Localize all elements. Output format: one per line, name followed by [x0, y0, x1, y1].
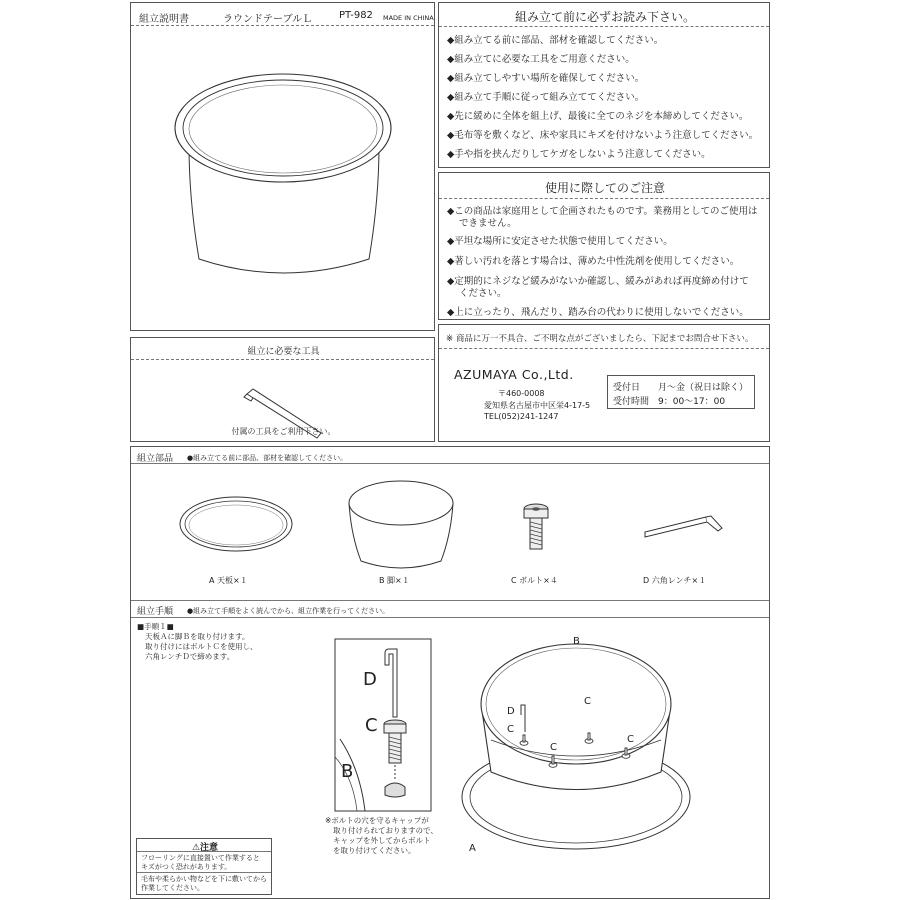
part-b-label: B 脚×１ [379, 576, 410, 585]
bolt-detail-inset [335, 639, 435, 819]
assembly-label-d: D [507, 706, 515, 717]
cap-note-line: を取り付けてください。 [333, 846, 416, 855]
hours-value: 9：00～17：00 [658, 397, 726, 407]
step-line: 取り付けにはボルトＣを使用し、 [145, 642, 258, 651]
caution-title: ⚠注意 [191, 843, 219, 853]
usage-item: ◆上に立ったり、飛んだり、踏み台の代わりに使用しないでください。 [447, 307, 749, 318]
part-c-bolt-image [516, 502, 556, 562]
read-before-item: ◆組み立てしやすい場所を確保してください。 [447, 73, 645, 84]
caution-divider-2 [137, 872, 271, 873]
part-a-label: A 天板×１ [209, 576, 248, 585]
read-before-item: ◆組み立てに必要な工具をご用意ください。 [447, 54, 635, 65]
step-title: ■手順１■ [137, 622, 174, 631]
hex-wrench-icon [131, 362, 436, 422]
procedure-top-divider [131, 600, 769, 601]
part-b-leg-image [341, 477, 461, 577]
usage-item: ◆平坦な場所に安定させた状態で使用してください。 [447, 236, 673, 247]
read-before-item: ◆組み立て手順に従って組み立ててください。 [447, 92, 645, 103]
cap-note-line: 取り付けられておりますので、 [333, 826, 438, 835]
caution-divider [137, 851, 271, 852]
contact-divider [439, 348, 769, 349]
product-panel [130, 2, 435, 331]
hours-label: 受付時間 [613, 397, 650, 407]
caution-line: 毛布や柔らかい物などを下に敷いてから [141, 875, 267, 883]
tools-title: 組立に必要な工具 [247, 347, 320, 357]
company-tel: TEL(052)241-1247 [484, 412, 559, 421]
procedure-title: 組立手順 [137, 607, 174, 617]
parts-title: 組立部品 [137, 454, 174, 464]
reception-value: 月～金（祝日は除く） [658, 383, 749, 393]
usage-item: ◆この商品は家庭用として企画されたものです。業務用としてのご使用は [447, 206, 758, 217]
procedure-note: ●組み立て手順をよく読んでから、組立作業を行ってください。 [187, 607, 390, 615]
assembly-label-b: B [573, 636, 580, 647]
company-postal: 〒460-0008 [498, 389, 545, 398]
read-before-title: 組み立て前に必ずお読み下さい。 [514, 10, 695, 24]
assembly-label-c3: C [550, 742, 557, 753]
origin-label: MADE IN CHINA [383, 14, 434, 22]
cap-note-line: キャップを外してからボルト [333, 836, 431, 845]
caution-line: キズがつく恐れがあります。 [141, 863, 232, 871]
caution-line: 作業してください。 [141, 884, 204, 892]
read-before-divider [439, 26, 769, 27]
part-d-hex-wrench-image [643, 511, 733, 551]
assembly-label-a: A [469, 843, 476, 854]
assembly-label-c4: C [627, 734, 634, 745]
usage-item: ◆著しい汚れを落とす場合は、薄めた中性洗剤を使用してください。 [447, 256, 740, 267]
part-c-label: C ボルト×４ [511, 576, 558, 585]
assembly-panel [130, 446, 770, 899]
step-line: 六角レンチＤで締めます。 [145, 652, 235, 661]
usage-panel [438, 172, 770, 320]
reception-label: 受付日 [613, 383, 641, 393]
caution-line: フローリングに直接置いて作業すると [141, 854, 260, 862]
read-before-item: ◆組み立てる前に部品、部材を確認してください。 [447, 35, 664, 46]
cap-note-line: ※ボルトの穴を守るキャップが [325, 816, 429, 825]
procedure-header-divider [131, 617, 769, 618]
assembly-label-c1: C [507, 724, 514, 735]
assembly-label-c2: C [584, 696, 591, 707]
company-address: 愛知県名古屋市中区栄4-17-5 [484, 401, 591, 410]
part-a-tabletop-image [176, 487, 296, 557]
usage-item: ◆定期的にネジなど緩みがないか確認し、緩みがあれば再度締め付けて [447, 276, 749, 287]
detail-label-b: B [341, 761, 354, 782]
doc-type: 組立説明書 [139, 14, 189, 25]
parts-note: ●組み立てる前に部品、部材を確認してください。 [187, 454, 348, 462]
product-name: ラウンドテーブルＬ [223, 14, 313, 25]
tools-note: 付属の工具をご利用下さい。 [231, 427, 336, 436]
read-before-item: ◆先に緩めに全体を組上げ、最後に全てのネジを本締めしてください。 [447, 111, 749, 122]
detail-label-c: C [365, 715, 378, 736]
usage-divider [439, 198, 769, 199]
model-number: PT-982 [339, 10, 373, 21]
usage-item-cont: ください。 [459, 288, 507, 299]
contact-panel [438, 324, 770, 442]
caution-box [136, 838, 272, 895]
reception-box [607, 375, 755, 409]
usage-item-cont: できません。 [459, 218, 517, 229]
round-table-illustration [131, 25, 436, 325]
company-name: AZUMAYA Co.,Ltd. [454, 367, 574, 382]
part-d-label: D 六角レンチ×１ [643, 576, 707, 585]
tools-panel [130, 337, 435, 442]
step-line: 天板Ａに脚Ｂを取り付けます。 [145, 632, 250, 641]
parts-header-divider [131, 463, 769, 464]
read-before-item: ◆手や指を挟んだりしてケガをしないよう注意してください。 [447, 149, 711, 160]
detail-label-d: D [363, 669, 377, 690]
contact-notice: ※ 商品に万一不具合、ご不明な点がございましたら、下記までお問合せ下さい。 [446, 334, 754, 344]
assembly-illustration [451, 632, 711, 892]
read-before-panel [438, 2, 770, 168]
read-before-item: ◆毛布等を敷くなど、床や家具にキズを付けないよう注意してください。 [447, 130, 759, 141]
tools-divider [131, 359, 434, 360]
usage-title: 使用に際してのご注意 [544, 181, 665, 195]
